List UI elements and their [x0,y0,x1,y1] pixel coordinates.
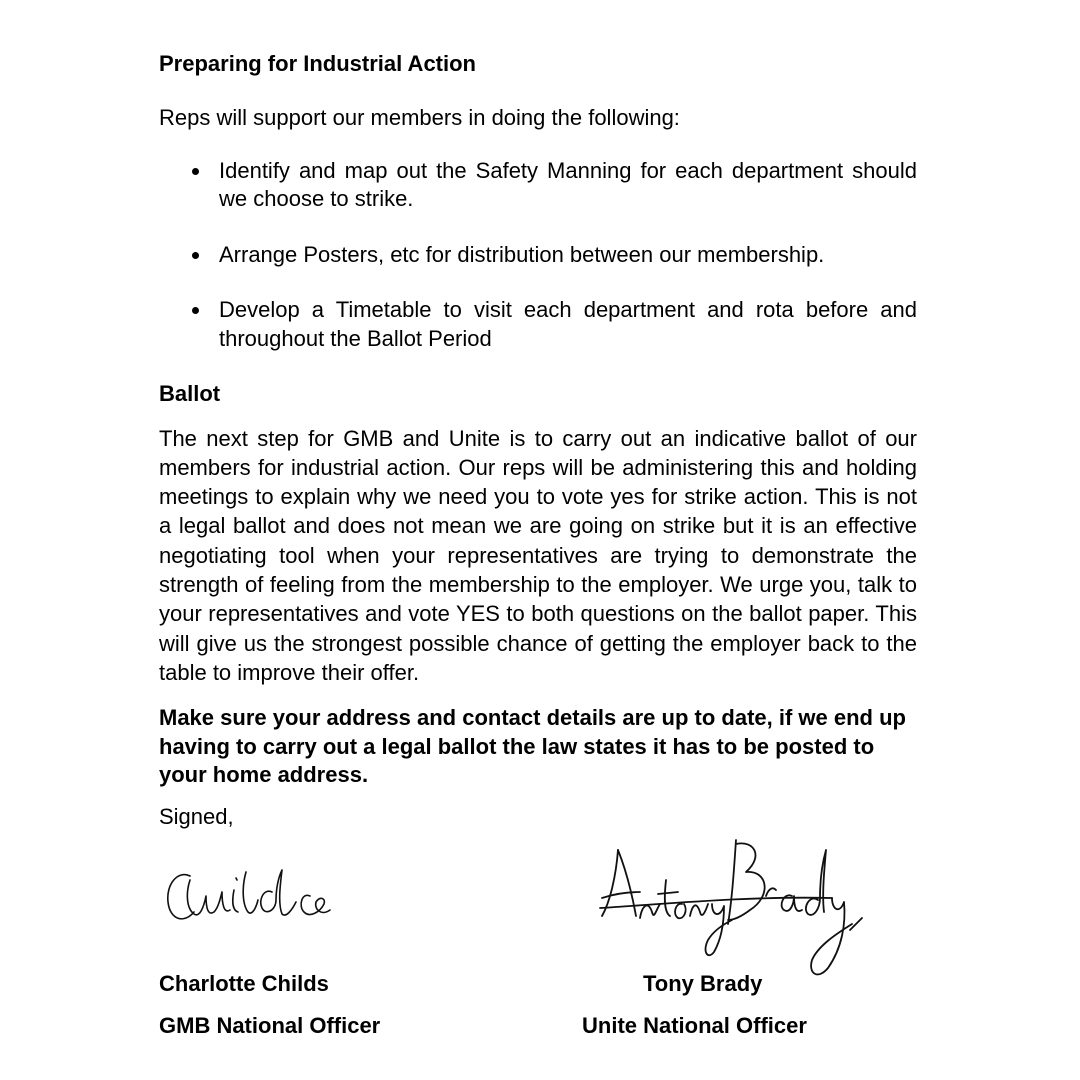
list-item [159,241,917,270]
signed-label: Signed, [159,803,234,829]
signatory-left-name: Charlotte Childs [159,971,329,996]
list-item-text: Develop a Timetable to visit each department and rota before and throughout the Ballot Period [219,297,917,351]
list-item-text: Arrange Posters, etc for distribution between our membership. [219,241,825,267]
letter-body [159,50,917,831]
bullet-icon [192,168,199,175]
list-item [159,296,917,353]
signatory-right-title: Unite National Officer [582,1013,807,1038]
section-heading-preparing: Preparing for Industrial Action [159,51,476,76]
list-item [159,157,917,214]
ballot-paragraph: The next step for GMB and Unite is to carry out an indicative ballot of our members for industrial action. Our reps will be administering this and holding meetings to explain why we need you to vote yes for strike action. This is not a legal ballot and does not mean we are going on strike but it is an effective negotiating tool when your representatives are trying to demonstrate the strength of feeling from the membership to the employer. We urge you, talk to your representatives and vote YES to both questions on the ballot paper. This will give us the strongest possible chance of getting the employer back to the table to improve their offer. [159,425,917,685]
bullet-icon [192,252,199,259]
signature-charlotte-childs [160,862,340,932]
address-notice: Make sure your address and contact details are up to date, if we end up having to carry out a legal ballot the law states it has to be posted to your home address. [159,705,906,788]
signature-tony-brady [596,820,866,990]
intro-paragraph: Reps will support our members in doing the following: [159,105,680,130]
list-item-text: Identify and map out the Safety Manning for each department should we choose to strike. [219,157,917,212]
signatory-right-name: Tony Brady [643,971,763,996]
signatory-left-title: GMB National Officer [159,1013,381,1038]
section-heading-ballot: Ballot [159,380,221,406]
action-list [159,157,917,354]
bullet-icon [192,307,199,314]
